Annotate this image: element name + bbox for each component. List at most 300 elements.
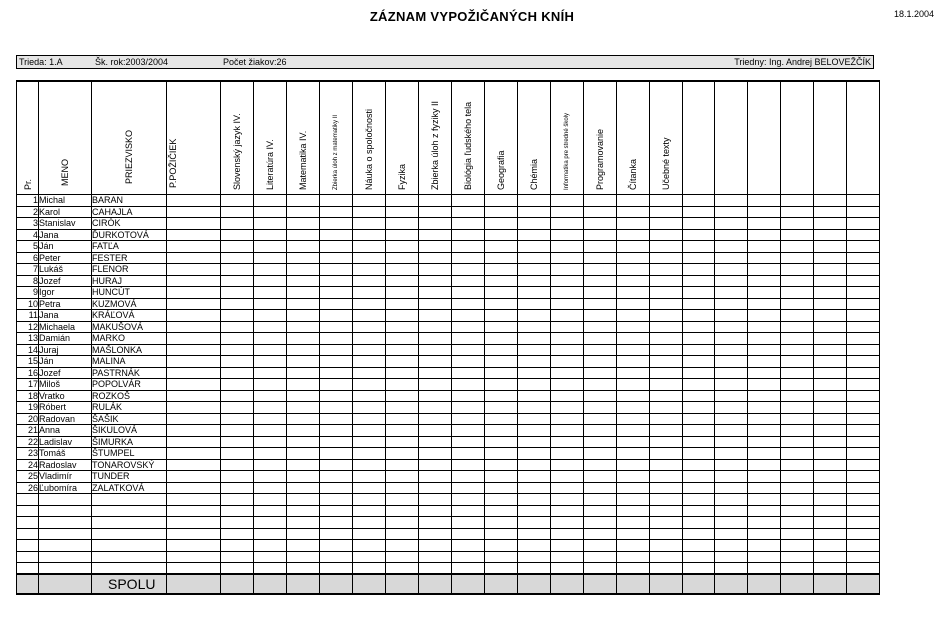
first-name-cell: Anna [39, 425, 92, 437]
last-name-cell: BARAN [92, 195, 167, 207]
page-title: ZÁZNAM VYPOŽIČANÝCH KNÍH [369, 9, 575, 24]
loan-cell [254, 367, 287, 379]
total-cell [715, 574, 748, 594]
loan-cell [715, 195, 748, 207]
loan-cell [551, 287, 584, 299]
loan-cell [452, 459, 485, 471]
loan-cell [650, 540, 683, 552]
table-row [17, 264, 880, 276]
row-number-cell: 5 [17, 241, 39, 253]
loan-cell [386, 344, 419, 356]
loan-cell [518, 229, 551, 241]
loan-cell [715, 218, 748, 230]
header-subject: Geografia [485, 81, 518, 195]
loan-cell [715, 367, 748, 379]
row-number-cell: 26 [17, 482, 39, 494]
loan-cell [748, 252, 781, 264]
loan-cell [650, 563, 683, 575]
loan-cell [254, 298, 287, 310]
loan-cell [167, 448, 221, 460]
loan-cell [847, 275, 880, 287]
first-name-cell: Vladimír [39, 471, 92, 483]
loan-cell [485, 471, 518, 483]
loan-cell [254, 264, 287, 276]
loan-cell [584, 195, 617, 207]
loan-cell [551, 471, 584, 483]
row-number-cell: 20 [17, 413, 39, 425]
loan-cell [518, 459, 551, 471]
last-name-cell: ŠIKULOVÁ [92, 425, 167, 437]
loan-cell [551, 367, 584, 379]
loan-cell [287, 241, 320, 253]
loan-cell [419, 379, 452, 391]
loan-cell [650, 333, 683, 345]
loan-cell [167, 287, 221, 299]
loan-cell [386, 379, 419, 391]
table-row [17, 436, 880, 448]
loan-cell [650, 494, 683, 506]
loan-cell [320, 333, 353, 345]
row-number-cell [17, 551, 39, 563]
loan-cell [617, 540, 650, 552]
loan-cell [814, 298, 847, 310]
first-name-cell: Ladislav [39, 436, 92, 448]
loan-cell [847, 218, 880, 230]
loan-cell [814, 344, 847, 356]
loan-cell [650, 528, 683, 540]
loan-cell [221, 310, 254, 322]
loan-cell [715, 402, 748, 414]
loan-cell [748, 241, 781, 253]
loan-cell [748, 517, 781, 529]
loan-cell [748, 390, 781, 402]
last-name-cell: RULÁK [92, 402, 167, 414]
table-row [17, 195, 880, 207]
loan-cell [584, 229, 617, 241]
loan-cell [715, 206, 748, 218]
table-row [17, 310, 880, 322]
loan-cell [683, 505, 715, 517]
loan-cell [320, 287, 353, 299]
row-number-cell: 18 [17, 390, 39, 402]
loan-cell [320, 298, 353, 310]
loan-cell [683, 241, 715, 253]
loan-cell [287, 287, 320, 299]
loan-cell [847, 241, 880, 253]
loan-cell [386, 471, 419, 483]
loan-cell [781, 333, 814, 345]
loan-cell [814, 425, 847, 437]
loan-cell [781, 195, 814, 207]
loan-cell [386, 390, 419, 402]
loan-cell [386, 482, 419, 494]
loan-cell [353, 195, 386, 207]
loan-cell [452, 413, 485, 425]
loan-cell [617, 517, 650, 529]
loan-cell [167, 218, 221, 230]
loan-cell [814, 229, 847, 241]
loan-cell [617, 344, 650, 356]
total-cell [167, 574, 221, 594]
loan-cell [167, 517, 221, 529]
loan-cell [617, 459, 650, 471]
loan-cell [287, 390, 320, 402]
table-row [17, 241, 880, 253]
loan-cell [683, 540, 715, 552]
loan-cell [584, 241, 617, 253]
loan-cell [814, 206, 847, 218]
loan-cell [419, 229, 452, 241]
empty-row [17, 563, 880, 575]
loan-cell [847, 436, 880, 448]
total-cell [386, 574, 419, 594]
loan-cell [518, 551, 551, 563]
loan-cell [683, 402, 715, 414]
loan-cell [167, 356, 221, 368]
loan-cell [167, 459, 221, 471]
loan-cell [551, 379, 584, 391]
loan-cell [518, 448, 551, 460]
loan-cell [715, 275, 748, 287]
loan-cell [353, 206, 386, 218]
loan-cell [551, 528, 584, 540]
loan-cell [254, 344, 287, 356]
loan-cell [683, 333, 715, 345]
loan-cell [814, 379, 847, 391]
loan-cell [748, 298, 781, 310]
loan-cell [254, 436, 287, 448]
loan-cell [584, 505, 617, 517]
loan-cell [287, 482, 320, 494]
loan-cell [584, 471, 617, 483]
loan-cell [683, 436, 715, 448]
loan-cell [814, 471, 847, 483]
loan-cell [847, 195, 880, 207]
loan-cell [617, 206, 650, 218]
first-name-cell: Michal [39, 195, 92, 207]
loan-cell [167, 540, 221, 552]
loan-cell [748, 206, 781, 218]
loan-cell [781, 563, 814, 575]
loan-cell [353, 367, 386, 379]
loan-cell [167, 321, 221, 333]
last-name-cell: HUNCÚT [92, 287, 167, 299]
first-name-cell: Jana [39, 229, 92, 241]
loan-cell [386, 252, 419, 264]
loan-cell [254, 402, 287, 414]
loan-cell [683, 310, 715, 322]
loan-cell [683, 551, 715, 563]
loan-cell [485, 540, 518, 552]
total-cell [650, 574, 683, 594]
loan-cell [650, 241, 683, 253]
loan-cell [386, 563, 419, 575]
loan-cell [485, 413, 518, 425]
loan-cell [353, 540, 386, 552]
loan-cell [320, 528, 353, 540]
loan-cell [167, 505, 221, 517]
loan-cell [287, 528, 320, 540]
loan-cell [715, 413, 748, 425]
loan-cell [617, 436, 650, 448]
loan-cell [847, 229, 880, 241]
loan-cell [814, 252, 847, 264]
row-number-cell [17, 505, 39, 517]
loan-cell [617, 390, 650, 402]
loan-cell [781, 448, 814, 460]
loan-cell [650, 195, 683, 207]
loan-cell [781, 356, 814, 368]
loan-cell [485, 287, 518, 299]
loan-cell [419, 551, 452, 563]
loan-cell [814, 505, 847, 517]
loan-cell [167, 413, 221, 425]
loan-cell [650, 229, 683, 241]
loan-cell [419, 310, 452, 322]
row-number-cell: 12 [17, 321, 39, 333]
loan-cell [320, 379, 353, 391]
loan-cell [650, 482, 683, 494]
row-number-cell [17, 528, 39, 540]
loan-cell [584, 448, 617, 460]
loan-cell [781, 436, 814, 448]
last-name-cell: FESTER [92, 252, 167, 264]
loan-cell [551, 425, 584, 437]
loan-cell [452, 551, 485, 563]
row-number-cell: 16 [17, 367, 39, 379]
row-number-cell: 3 [17, 218, 39, 230]
loan-cell [167, 390, 221, 402]
total-cell [847, 574, 880, 594]
table-row [17, 482, 880, 494]
loan-cell [485, 367, 518, 379]
loan-cell [715, 287, 748, 299]
row-number-cell: 15 [17, 356, 39, 368]
loan-cell [781, 505, 814, 517]
loan-cell [584, 563, 617, 575]
loan-cell [715, 264, 748, 276]
loan-cell [419, 241, 452, 253]
loan-cell [221, 471, 254, 483]
first-name-cell: Peter [39, 252, 92, 264]
loan-cell [683, 229, 715, 241]
loan-cell [551, 551, 584, 563]
loan-cell [386, 413, 419, 425]
loan-cell [781, 229, 814, 241]
loan-cell [781, 540, 814, 552]
row-number-cell [17, 563, 39, 575]
loan-cell [254, 333, 287, 345]
loan-cell [748, 459, 781, 471]
first-name-cell: Jana [39, 310, 92, 322]
row-number-cell: 23 [17, 448, 39, 460]
last-name-cell [92, 494, 167, 506]
loan-cell [650, 517, 683, 529]
loan-cell [386, 321, 419, 333]
loan-cell [715, 298, 748, 310]
loan-cell [452, 482, 485, 494]
loan-cell [452, 494, 485, 506]
loan-cell [683, 425, 715, 437]
school-year-label: Šk. rok:2003/2004 [95, 57, 169, 67]
loan-cell [518, 413, 551, 425]
total-cell [814, 574, 847, 594]
loan-cell [650, 298, 683, 310]
loan-cell [485, 402, 518, 414]
loan-cell [518, 264, 551, 276]
loan-cell [221, 275, 254, 287]
loan-cell [617, 287, 650, 299]
loan-cell [221, 206, 254, 218]
header-empty [847, 81, 880, 195]
header-subject: Učebné texty [650, 81, 683, 195]
loan-cell [814, 195, 847, 207]
loan-cell [683, 494, 715, 506]
loan-cell [221, 517, 254, 529]
loan-cell [748, 218, 781, 230]
loan-cell [683, 528, 715, 540]
loan-cell [584, 321, 617, 333]
loan-cell [419, 390, 452, 402]
loan-cell [167, 436, 221, 448]
last-name-cell [92, 551, 167, 563]
last-name-cell: ŠTUMPEL [92, 448, 167, 460]
header-meno: MENO [39, 81, 92, 195]
loan-cell [715, 551, 748, 563]
loan-cell [167, 195, 221, 207]
loan-cell [748, 195, 781, 207]
loan-cell [287, 425, 320, 437]
loan-cell [551, 333, 584, 345]
loan-cell [748, 379, 781, 391]
loan-cell [650, 459, 683, 471]
loan-cell [287, 494, 320, 506]
loan-cell [287, 459, 320, 471]
loan-cell [814, 275, 847, 287]
loan-cell [650, 287, 683, 299]
loan-cell [715, 563, 748, 575]
total-cell [748, 574, 781, 594]
first-name-cell: Stanislav [39, 218, 92, 230]
loan-cell [748, 551, 781, 563]
loan-cell [167, 264, 221, 276]
loan-cell [551, 206, 584, 218]
loan-cell [650, 367, 683, 379]
loan-cell [584, 528, 617, 540]
loan-cell [847, 264, 880, 276]
loan-cell [167, 275, 221, 287]
loan-cell [386, 218, 419, 230]
loan-cell [683, 448, 715, 460]
loan-cell [814, 459, 847, 471]
loan-cell [452, 517, 485, 529]
loan-cell [167, 241, 221, 253]
loan-cell [419, 264, 452, 276]
loan-cell [287, 436, 320, 448]
loan-cell [386, 333, 419, 345]
table-row [17, 287, 880, 299]
loan-cell [814, 287, 847, 299]
header-subject: Chémia [518, 81, 551, 195]
loan-cell [781, 321, 814, 333]
loan-cell [584, 517, 617, 529]
loan-cell [617, 195, 650, 207]
loan-cell [814, 333, 847, 345]
loan-cell [814, 413, 847, 425]
loan-cell [221, 264, 254, 276]
total-cell [617, 574, 650, 594]
loan-cell [485, 252, 518, 264]
loan-cell [167, 344, 221, 356]
table-row [17, 367, 880, 379]
last-name-cell: ZALATKOVÁ [92, 482, 167, 494]
last-name-cell: TUNDER [92, 471, 167, 483]
loan-cell [650, 402, 683, 414]
loan-cell [551, 310, 584, 322]
loan-cell [419, 505, 452, 517]
loan-cell [221, 344, 254, 356]
loan-cell [320, 471, 353, 483]
loan-cell [320, 218, 353, 230]
loan-cell [287, 448, 320, 460]
loan-cell [485, 229, 518, 241]
loan-cell [518, 333, 551, 345]
loan-cell [419, 321, 452, 333]
loan-cell [584, 436, 617, 448]
loan-cell [452, 275, 485, 287]
loan-cell [452, 540, 485, 552]
loan-cell [748, 275, 781, 287]
loan-cell [617, 563, 650, 575]
loan-cell [254, 241, 287, 253]
loan-cell [781, 206, 814, 218]
loan-cell [617, 413, 650, 425]
loan-cell [748, 356, 781, 368]
loan-cell [814, 563, 847, 575]
loan-cell [518, 505, 551, 517]
loan-cell [551, 413, 584, 425]
loan-cell [452, 321, 485, 333]
loan-cell [748, 264, 781, 276]
loan-cell [452, 402, 485, 414]
loan-cell [419, 436, 452, 448]
loan-cell [748, 528, 781, 540]
loan-cell [617, 551, 650, 563]
loan-cell [254, 517, 287, 529]
loan-cell [650, 252, 683, 264]
loan-cell [419, 482, 452, 494]
loan-cell [452, 356, 485, 368]
table-row [17, 218, 880, 230]
class-label: Trieda: 1.A [19, 57, 63, 67]
loan-cell [617, 252, 650, 264]
loan-cell [320, 321, 353, 333]
loan-cell [781, 517, 814, 529]
loan-cell [353, 333, 386, 345]
loan-cell [814, 494, 847, 506]
loan-cell [353, 379, 386, 391]
total-cell [221, 574, 254, 594]
first-name-cell: Ján [39, 356, 92, 368]
loan-cell [353, 471, 386, 483]
first-name-cell: Radovan [39, 413, 92, 425]
loan-cell [584, 551, 617, 563]
loan-cell [847, 390, 880, 402]
loan-cell [254, 321, 287, 333]
loan-cell [254, 551, 287, 563]
loan-cell [715, 471, 748, 483]
header-pr: Pr. [17, 81, 39, 195]
